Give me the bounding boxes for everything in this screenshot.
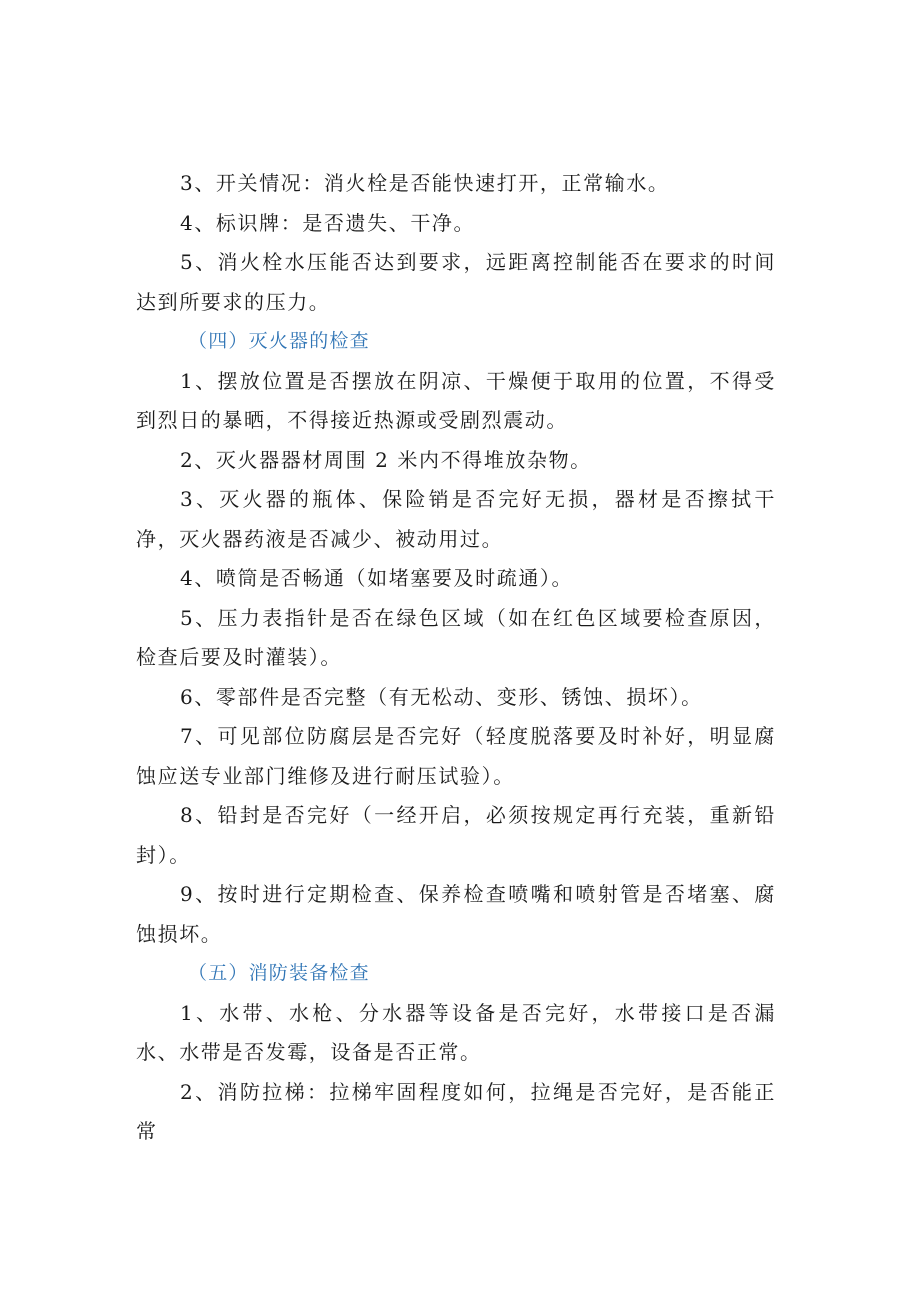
paragraph-extinguisher-parts: 6、零部件是否完整（有无松动、变形、锈蚀、损坏）。	[180, 684, 703, 709]
paragraph-extinguisher-placement: 1、摆放位置是否摆放在阴凉、干燥便于取用的位置，不得受到烈日的暴晒，不得接近热源或受剧烈震动。	[136, 368, 776, 432]
paragraph-extinguisher-seal: 8、铅封是否完好（一经开启，必须按规定再行充装，重新铅封）。	[136, 803, 776, 867]
paragraph-extinguisher-body: 3、灭火器的瓶体、保险销是否完好无损，器材是否擦拭干净，灭火器药液是否减少、被动用过。	[136, 487, 776, 551]
paragraph-extinguisher-gauge: 5、压力表指针是否在绿色区域（如在红色区域要检查原因，检查后要及时灌装）。	[136, 605, 776, 669]
paragraph-equipment-ladder: 2、消防拉梯：拉梯牢固程度如何，拉绳是否完好，是否能正常	[136, 1079, 776, 1143]
section-heading-equipment: （五）消防装备检查	[188, 962, 370, 984]
section-heading-extinguisher: （四）灭火器的检查	[188, 330, 370, 352]
paragraph-hydrant-pressure: 5、消火栓水压能否达到要求，远距离控制能否在要求的时间达到所要求的压力。	[136, 250, 776, 314]
paragraph-extinguisher-clearance: 2、灭火器器材周围 2 米内不得堆放杂物。	[180, 447, 592, 472]
document-body	[136, 164, 776, 1152]
paragraph-extinguisher-maintenance: 9、按时进行定期检查、保养检查喷嘴和喷射管是否堵塞、腐蚀损坏。	[136, 882, 776, 946]
paragraph-hydrant-sign: 4、标识牌：是否遗失、干净。	[180, 210, 476, 235]
paragraph-equipment-hoses: 1、水带、水枪、分水器等设备是否完好，水带接口是否漏水、水带是否发霉，设备是否正常。	[136, 1000, 776, 1064]
paragraph-extinguisher-nozzle: 4、喷筒是否畅通（如堵塞要及时疏通）。	[180, 566, 574, 590]
paragraph-extinguisher-coating: 7、可见部位防腐层是否完好（轻度脱落要及时补好，明显腐蚀应送专业部门维修及进行耐压试验）。	[136, 724, 776, 788]
paragraph-hydrant-switch: 3、开关情况：消火栓是否能快速打开，正常输水。	[180, 171, 670, 195]
